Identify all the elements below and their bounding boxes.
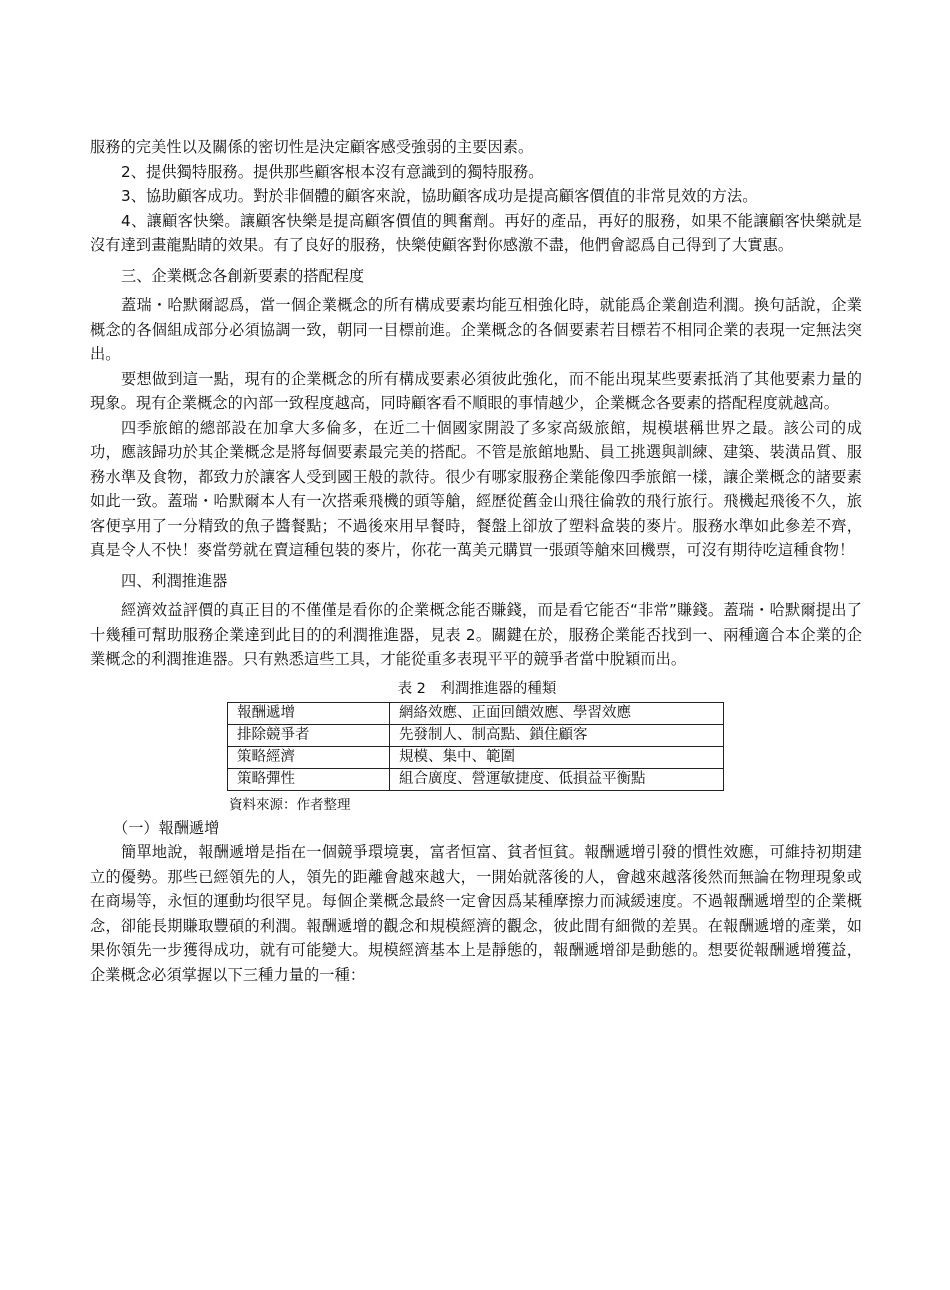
table-cell: 策略經濟 (228, 746, 390, 768)
table-cell: 策略彈性 (228, 768, 390, 790)
profit-booster-table (227, 702, 724, 791)
section4-paragraph: 經濟效益評價的真正目的不僅僅是看你的企業概念能否賺錢，而是看它能否“非常”賺錢。蓋瑞・哈默爾提出了十幾種可幫助服務企業達到此目的的利潤推進器，見表 2。關鍵在於，服務企業能否找到一、兩種適合本企業的企業概念的利潤推進器。只有熟悉這些工具，才能從重多表現平平的競爭者當中脫穎而出。 (90, 601, 862, 668)
table-row (228, 724, 724, 746)
list-item-2: 2、提供獨特服務。提供那些顧客根本沒有意識到的獨特服務。 (121, 162, 544, 181)
table-cell: 排除競爭者 (228, 724, 390, 746)
section3-paragraph-2: 要想做到這一點，現有的企業概念的所有構成要素必須彼此強化，而不能出現某些要素抵消了其他要素力量的現象。現有企業概念的內部一致程度越高，同時顧客看不順眼的事情越少，企業概念各要素的搭配程度就越高。 (90, 369, 862, 412)
table-source: 資料來源：作者整理 (229, 796, 351, 813)
table-row (228, 746, 724, 768)
section-heading-3: 三、企業概念各創新要素的搭配程度 (121, 266, 364, 285)
table-caption: 表 2 利潤推進器的種類 (397, 680, 557, 697)
table-cell: 網絡效應、正面回饋效應、學習效應 (390, 702, 724, 724)
table-cell: 規模、集中、範圍 (390, 746, 724, 768)
section3-paragraph-1: 蓋瑞・哈默爾認爲，當一個企業概念的所有構成要素均能互相強化時，就能爲企業創造利潤。換句話說，企業概念的各個組成部分必須協調一致，朝同一目標前進。企業概念的各個要素若目標若不相同企業的表現一定無法突出。 (90, 296, 862, 363)
paragraph-continuation: 服務的完美性以及關係的密切性是決定顧客感受強弱的主要因素。 (90, 138, 534, 156)
table-cell: 先發制人、制高點、鎖住顧客 (390, 724, 724, 746)
list-item-4: 4、讓顧客快樂。讓顧客快樂是提高顧客價值的興奮劑。再好的產品，再好的服務，如果不能讓顧客快樂就是沒有達到畫龍點睛的效果。有了良好的服務，快樂使顧客對你感激不盡，他們會認爲自己得到了大實惠。 (90, 211, 862, 254)
document-page (90, 135, 862, 987)
subsection1-paragraph: 簡單地說，報酬遞增是指在一個競爭環境裏，富者恒富、貧者恒貧。報酬遞增引發的慣性效應，可維持初期建立的優勢。那些已經領先的人，領先的距離會越來越大，一開始就落後的人，會越來越落後然而無論在物理現象或在商場等，永恒的運動均很罕見。每個企業概念最終一定會因爲某種摩擦力而減緩速度。不過報酬遞增型的企業概念，卻能長期賺取豐碩的利潤。報酬遞增的觀念和規模經濟的觀念，彼此間有細微的差異。在報酬遞增的產業，如果你領先一步獲得成功，就有可能變大。規模經濟基本上是靜態的，報酬遞增卻是動態的。想要從報酬遞增獲益，企業概念必須掌握以下三種力量的一種： (90, 843, 862, 984)
table-row (228, 702, 724, 724)
section3-paragraph-3: 四季旅館的總部設在加拿大多倫多，在近二十個國家開設了多家高級旅館，規模堪稱世界之最。該公司的成功，應該歸功於其企業概念是將每個要素最完美的搭配。不管是旅館地點、員工挑選與訓練、建築、裝潢品質、服務水準及食物，都致力於讓客人受到國王般的款待。很少有哪家服務企業能像四季旅館一樣，讓企業概念的諸要素如此一致。蓋瑞・哈默爾本人有一次搭乘飛機的頭等艙，經歷從舊金山飛往倫敦的飛行旅行。飛機起飛後不久，旅客便享用了一分精致的魚子醬餐點；不過後來用早餐時，餐盤上卻放了塑料盒裝的麥片。服務水準如此參差不齊，真是令人不快！麥當勞就在賣這種包裝的麥片，你花一萬美元購買一張頭等艙來回機票，可沒有期待吃這種食物！ (90, 418, 862, 559)
table-row (228, 768, 724, 790)
table-cell: 報酬遞增 (228, 702, 390, 724)
subsection-heading-1: （一）報酬遞增 (113, 818, 220, 837)
section-heading-4: 四、利潤推進器 (121, 571, 228, 590)
list-item-3: 3、協助顧客成功。對於非個體的顧客來說，協助顧客成功是提高顧客價值的非常見效的方法。 (121, 187, 758, 205)
table-cell: 組合廣度、營運敏捷度、低損益平衡點 (390, 768, 724, 790)
